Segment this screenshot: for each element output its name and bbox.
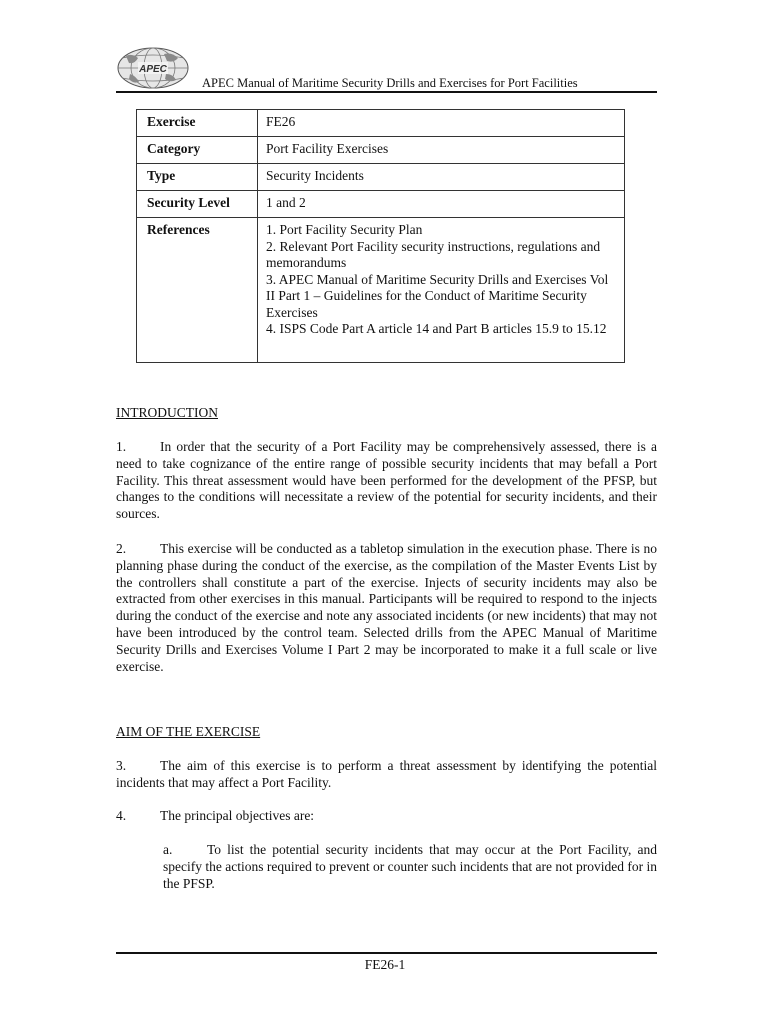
table-row-references bbox=[137, 218, 625, 363]
paragraph-3 bbox=[116, 758, 657, 792]
references-list bbox=[258, 218, 625, 363]
table-row-category bbox=[137, 137, 625, 164]
reference-item: 3. APEC Manual of Maritime Security Drills and Exercises Vol II Part 1 – Guidelines for the Conduct of Maritime Security Exercises bbox=[266, 271, 609, 320]
paragraph-text: The principal objectives are: bbox=[160, 808, 315, 823]
exercise-value: FE26 bbox=[258, 110, 625, 137]
subparagraph-a bbox=[163, 842, 657, 892]
paragraph-number: 2. bbox=[116, 541, 127, 556]
references-label: References bbox=[137, 218, 258, 363]
paragraph-text: This exercise will be conducted as a tabletop simulation in the execution phase. There is no planning phase during the conduct of the exercise, as the compilation of the Master Events List by the controllers shall constitute a part of the exercise. Injects of security incidents may also be extracted from other exercises in this manual. Participants will be required to respond to the injects during the conduct of the exercise and note any associated incidents (or new incidents) that may not have been introduced by the control team. Selected drills from the APEC Manual of Maritime Security Drills and Exercises Volume I Part 2 may be incorporated to make it a full scale or live exercise. bbox=[116, 541, 657, 674]
table-row-security-level bbox=[137, 191, 625, 218]
reference-item: 2. Relevant Port Facility security instructions, regulations and memorandums bbox=[266, 238, 601, 270]
category-value: Port Facility Exercises bbox=[258, 137, 625, 164]
paragraph-number: 1. bbox=[116, 439, 127, 454]
type-label: Type bbox=[137, 164, 258, 191]
aim-heading: AIM OF THE EXERCISE bbox=[116, 724, 261, 739]
security-level-value: 1 and 2 bbox=[258, 191, 625, 218]
footer-divider bbox=[116, 952, 657, 954]
exercise-label: Exercise bbox=[137, 110, 258, 137]
reference-item: 1. Port Facility Security Plan bbox=[266, 222, 423, 237]
header-divider bbox=[116, 91, 657, 93]
table-row-type bbox=[137, 164, 625, 191]
paragraph-2 bbox=[116, 541, 657, 675]
table-row-exercise bbox=[137, 110, 625, 137]
subparagraph-text: To list the potential security incidents that may occur at the Port Facility, and specify the actions required to prevent or counter such incidents that are not provided for in the PFSP. bbox=[163, 842, 657, 891]
apec-logo bbox=[116, 46, 190, 90]
introduction-heading: INTRODUCTION bbox=[116, 405, 218, 420]
category-label: Category bbox=[137, 137, 258, 164]
exercise-info-table bbox=[136, 109, 625, 363]
subparagraph-letter: a. bbox=[163, 842, 173, 857]
header-title: APEC Manual of Maritime Security Drills and Exercises for Port Facilities bbox=[202, 76, 578, 90]
security-level-label: Security Level bbox=[137, 191, 258, 218]
svg-text:APEC: APEC bbox=[139, 64, 167, 75]
paragraph-text: In order that the security of a Port Facility may be comprehensively assessed, there is a need to take cognizance of the entire range of possible security incidents that may befall a Port Facility. This threat assessment would have been performed for the development of the PFSP, but changes to the conditions will necessitate a review of the potential for security incidents, and their sources. bbox=[116, 439, 657, 522]
paragraph-1 bbox=[116, 439, 657, 523]
reference-item: 4. ISPS Code Part A article 14 and Part B articles 15.9 to 15.12 bbox=[266, 321, 607, 336]
paragraph-4 bbox=[116, 808, 657, 825]
paragraph-text: The aim of this exercise is to perform a threat assessment by identifying the potential incidents that may affect a Port Facility. bbox=[116, 758, 657, 790]
page-number: FE26-1 bbox=[364, 957, 406, 972]
paragraph-number: 3. bbox=[116, 758, 127, 773]
type-value: Security Incidents bbox=[258, 164, 625, 191]
paragraph-number: 4. bbox=[116, 808, 127, 823]
